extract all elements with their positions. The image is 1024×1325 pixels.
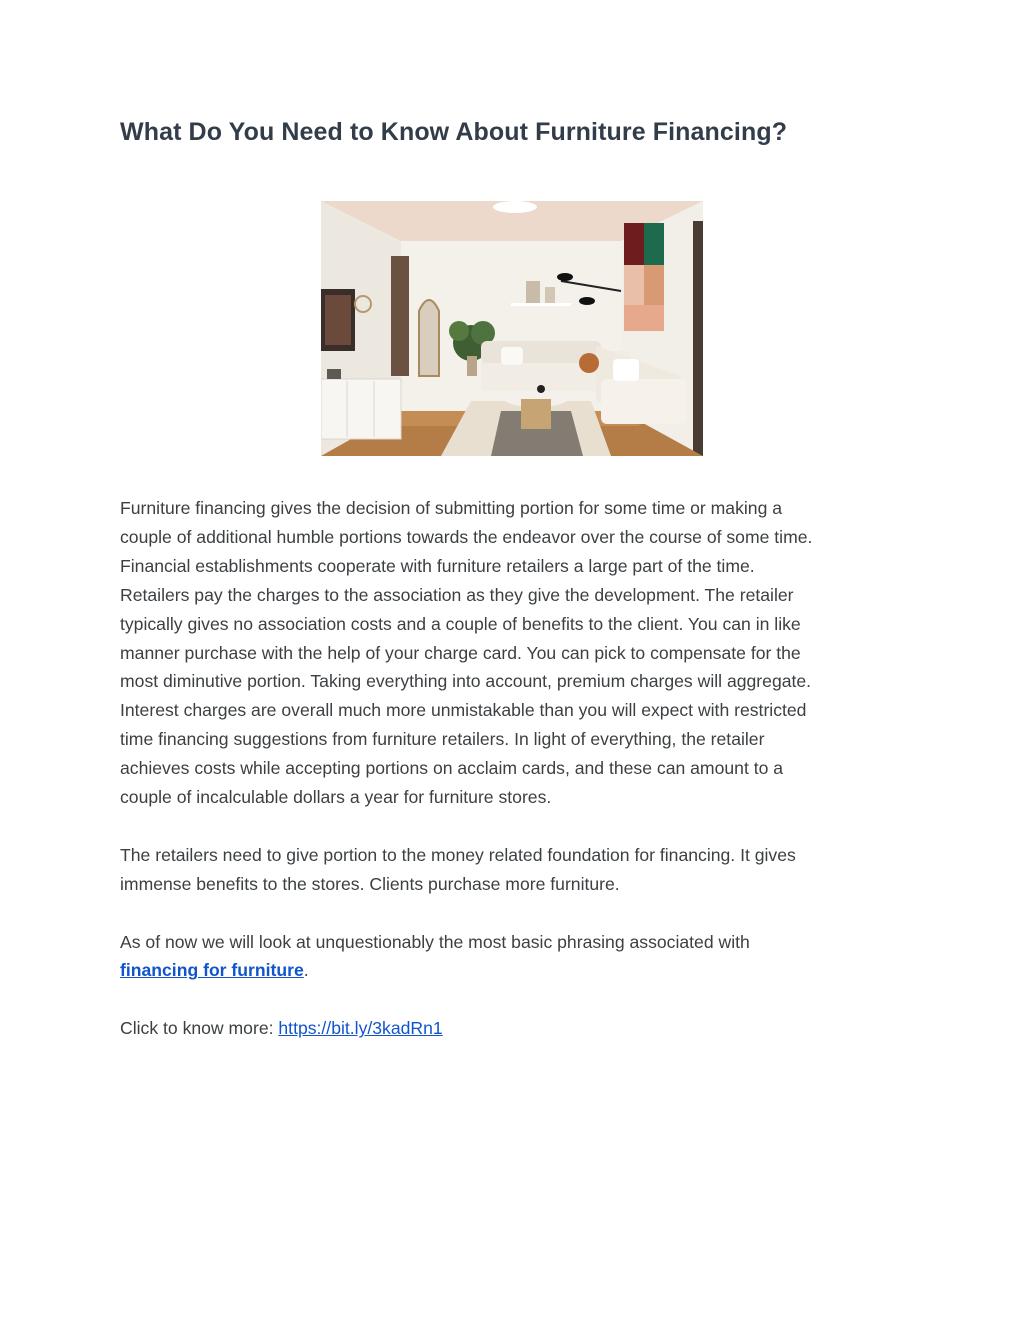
paragraph-line: Financial establishments cooperate with furniture retailers a large part of the time.	[120, 555, 755, 576]
paragraph-line: Furniture financing gives the decision of submitting portion for some time or making a	[120, 498, 783, 518]
paragraph-line: most diminutive portion. Taking everything into account, premium charges will aggregate.	[120, 671, 812, 692]
paragraph-line: couple of additional humble portions towards the endeavor over the course of some time.	[120, 526, 813, 547]
paragraph-line	[120, 956, 900, 985]
short-url-link[interactable]: https://bit.ly/3kadRn1	[278, 1018, 443, 1039]
paragraph-line: Interest charges are overall much more unmistakable than you will expect with restricted	[120, 700, 807, 721]
paragraph-line: achieves costs while accepting portions on acclaim cards, and these can amount to a	[120, 758, 784, 779]
paragraph-line: typically gives no association costs and a couple of benefits to the client. You can in like	[120, 613, 801, 634]
paragraph-4	[120, 1014, 900, 1043]
paragraph-line: immense benefits to the stores. Clients purchase more furniture.	[120, 873, 620, 894]
living-room-photo	[321, 201, 703, 456]
financing-for-furniture-link[interactable]: financing for furniture	[120, 960, 304, 981]
click-to-know-more-label: Click to know more:	[120, 1018, 279, 1039]
paragraph-line: time financing suggestions from furniture retailers. In light of everything, the retailer	[120, 729, 765, 750]
paragraph-line: manner purchase with the help of your charge card. You can pick to compensate for the	[120, 642, 801, 663]
paragraph-1	[120, 494, 900, 812]
article-body	[120, 494, 900, 1072]
paragraph-2	[120, 841, 900, 899]
paragraph-line: As of now we will look at unquestionably the most basic phrasing associated with	[120, 931, 750, 952]
paragraph-3	[120, 928, 900, 986]
paragraph-line: The retailers need to give portion to the money related foundation for financing. It gives	[120, 844, 796, 865]
paragraph-line: couple of incalculable dollars a year for furniture stores.	[120, 787, 552, 808]
paragraph-line	[120, 1014, 900, 1043]
paragraph-line: Retailers pay the charges to the association as they give the development. The retailer	[120, 584, 794, 605]
sentence-period: .	[303, 960, 309, 981]
page-title: What Do You Need to Know About Furniture Financing?	[120, 118, 788, 146]
